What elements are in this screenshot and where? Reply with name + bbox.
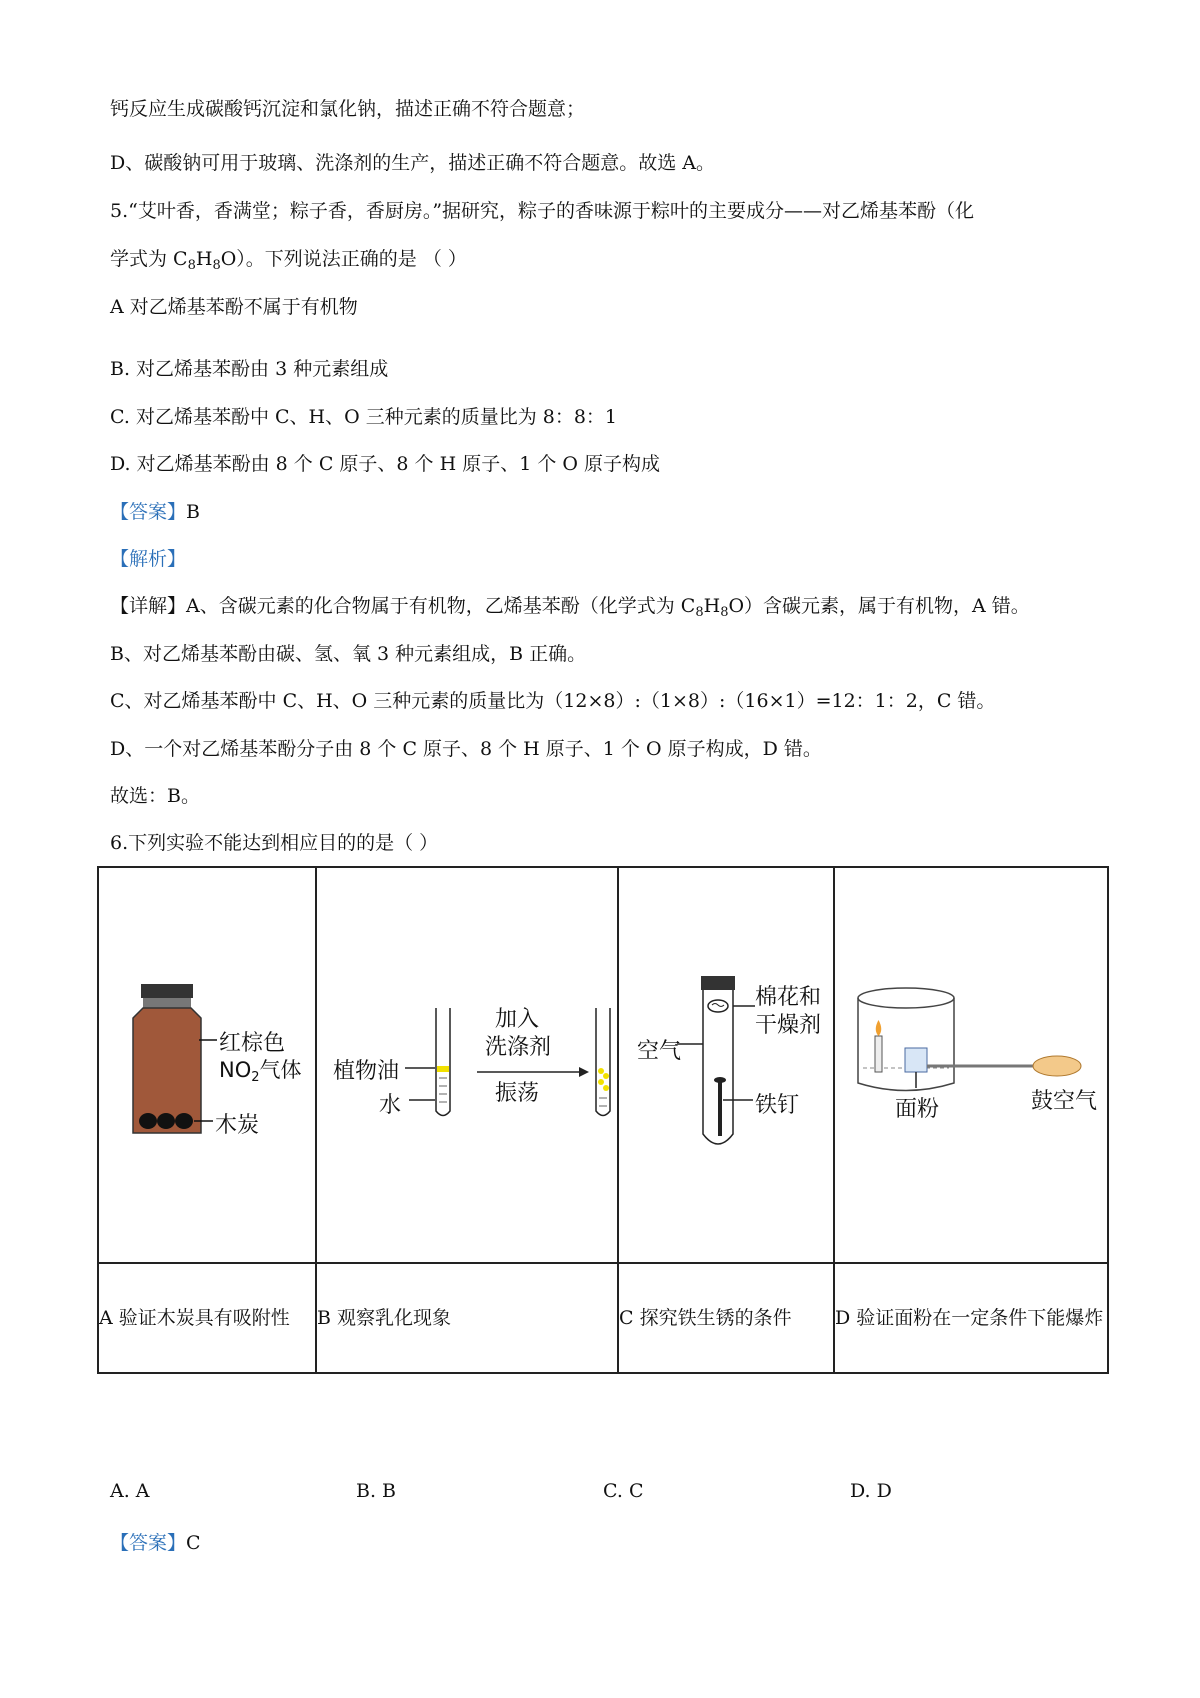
label-cotton: 棉花和 [755,985,822,1010]
can-lid [858,988,954,1008]
figure-b-cell [316,867,618,1263]
bottle-cap [141,984,193,998]
subscript: 8 [695,605,704,620]
subscript: 8 [720,605,729,620]
emulsion-drop [598,1068,604,1074]
detail-d: D、一个对乙烯基苯酚分子由 8 个 C 原子、8 个 H 原子、1 个 O 原子构成，D 错。 [110,738,822,760]
figure-c [619,868,833,1262]
nail-head [714,1077,726,1083]
text-segment: 学式为 C [110,248,188,270]
emulsion-drop [603,1073,609,1079]
figure-b [317,868,617,1262]
flour-cup [905,1048,927,1072]
figure-a-cell [98,867,316,1263]
test-tube-result [596,1008,610,1116]
can-body [858,998,954,1091]
dust-explosion-illustration [835,868,1113,1262]
gas-text: 气体 [259,1058,302,1082]
question-5: 5.“艾叶香，香满堂；粽子香，香厨房。”据研究，粽子的香味源于粽叶的主要成分——对乙烯基苯酚（化 [110,200,975,222]
detail-b: B、对乙烯基苯酚由碳、氢、氧 3 种元素组成，B 正确。 [110,643,587,665]
label-air: 空气 [637,1039,682,1064]
subscript: 8 [212,258,221,273]
figure-d [835,868,1107,1262]
rubber-bulb [1033,1056,1081,1076]
emulsion-drop [598,1079,604,1085]
test-tube [436,1008,450,1116]
label-no2-gas [219,1054,302,1084]
experiment-table [97,866,1109,1374]
label-shake: 振荡 [495,1081,540,1106]
text-line: 钙反应生成碳酸钙沉淀和氯化钠，描述正确不符合题意； [110,98,586,120]
text-segment: O）。下列说法正确的是 （ ） [220,248,467,270]
figure-d-cell [834,867,1108,1263]
answer-tag: 【答案】 [110,1532,187,1554]
answer-value: C [186,1532,201,1554]
oil-layer [437,1066,449,1072]
tube-stopper [701,976,735,990]
label-water: 水 [379,1093,402,1118]
option-a: A 对乙烯基苯酚不属于有机物 [110,296,358,318]
option-d: D. 对乙烯基苯酚由 8 个 C 原子、8 个 H 原子、1 个 O 原子构成 [110,453,660,475]
detail-c: C、对乙烯基苯酚中 C、H、O 三种元素的质量比为（12×8）:（1×8）:（16×1）=12：1：2，C 错。 [110,690,996,712]
text-segment: A、含碳元素的化合物属于有机物，乙烯基苯酚（化学式为 C [186,595,696,617]
rust-illustration [619,868,833,1262]
answer-tag: 【答案】 [110,501,187,523]
label-blow-air: 鼓空气 [1031,1089,1098,1114]
caption-a: A 验证木炭具有吸附性 [98,1263,316,1373]
candle-flame [876,1020,882,1036]
subscript: 8 [187,258,196,273]
bottle-neck [143,998,191,1008]
option-c: C. 对乙烯基苯酚中 C、H、O 三种元素的质量比为 8：8：1 [110,406,618,428]
answer-5 [110,499,200,525]
answer-6 [110,1530,201,1556]
text-segment: O）含碳元素，属于有机物，A 错。 [728,595,1030,617]
no2-subscript: 2 [251,1070,260,1085]
charcoal-piece [175,1113,193,1129]
charcoal-piece [157,1113,175,1129]
label-red-brown: 红棕色 [219,1031,286,1056]
option-b: B. 对乙烯基苯酚由 3 种元素组成 [110,358,389,380]
emulsion-drop [603,1085,609,1091]
choice-c: C. C [603,1480,644,1502]
conclusion: 故选：B。 [110,785,200,807]
cotton-desiccant [708,1000,728,1012]
question-5-cont [110,246,467,272]
label-iron-nail: 铁钉 [755,1093,800,1118]
label-add: 加入 [495,1007,540,1032]
answer-value: B [186,501,200,523]
label-vegetable-oil: 植物油 [333,1059,400,1084]
figure-a [99,868,315,1262]
detail-a [110,593,1030,619]
text-line: D、碳酸钠可用于玻璃、洗涤剂的生产，描述正确不符合题意。故选 A。 [110,152,715,174]
caption-d: D 验证面粉在一定条件下能爆炸 [834,1263,1108,1373]
no2-text: NO [219,1058,252,1082]
charcoal-piece [139,1113,157,1129]
figure-c-cell [618,867,834,1263]
label-flour: 面粉 [895,1097,940,1122]
choice-a: A. A [110,1480,150,1502]
question-6: 6.下列实验不能达到相应目的的是（ ） [110,832,439,854]
label-detergent: 洗涤剂 [485,1035,552,1060]
caption-b: B 观察乳化现象 [316,1263,618,1373]
text-segment: H [195,248,213,270]
choice-b: B. B [356,1480,397,1502]
label-charcoal: 木炭 [215,1113,260,1138]
label-desiccant: 干燥剂 [755,1013,822,1038]
detail-tag: 【详解】 [110,595,187,617]
choice-d: D. D [850,1480,892,1502]
text-segment: H [703,595,721,617]
candle [875,1036,882,1072]
caption-c: C 探究铁生锈的条件 [618,1263,834,1373]
analysis-tag: 【解析】 [110,548,187,570]
arrow-head [579,1067,589,1077]
